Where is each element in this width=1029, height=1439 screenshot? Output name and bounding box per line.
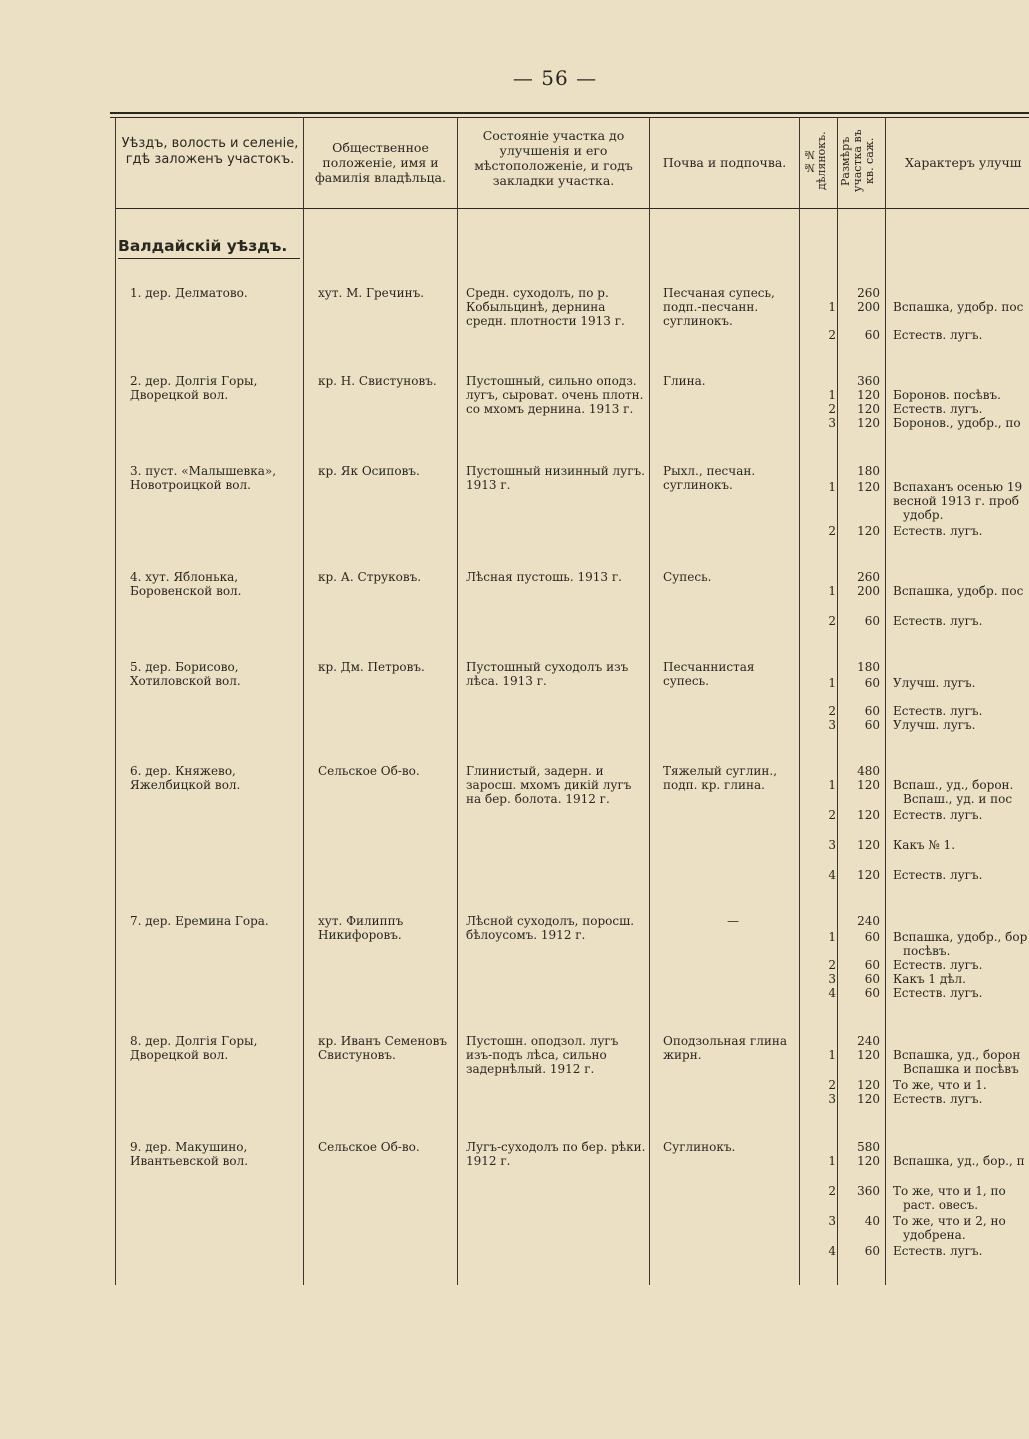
plot-no: 3	[828, 972, 836, 986]
plot-desc: Вспашка, удобр. пос	[893, 300, 1024, 314]
page-number: — 56 —	[512, 66, 598, 90]
plot-desc: Естеств. лугъ.	[893, 1244, 983, 1258]
plot-no: 3	[828, 718, 836, 732]
plot-size: 200	[857, 584, 880, 598]
plot-no: 1	[828, 300, 836, 314]
plot-size: 120	[857, 778, 880, 792]
section-underline	[118, 258, 300, 259]
entry-soil: Рыхл., песчан. суглинокъ.	[663, 464, 756, 492]
plot-no: 2	[828, 614, 836, 628]
entry-owner: кр. Н. Свистуновъ.	[318, 374, 437, 388]
plot-no: 1	[828, 388, 836, 402]
entry-owner: кр. Як Осиповъ.	[318, 464, 420, 478]
plot-size: 60	[864, 614, 880, 628]
plot-desc: Вспашка, удобр., бор	[893, 930, 1028, 944]
entry-place: 7. дер. Еремина Гора.	[130, 914, 269, 928]
plot-size: 60	[864, 1244, 880, 1258]
entry-place: 1. дер. Делматово.	[130, 286, 248, 300]
header-size: Размѣръ участка въ кв. саж.	[839, 129, 876, 193]
plot-no: 2	[828, 1184, 836, 1198]
plot-no: 1	[828, 676, 836, 690]
entry-total: 240	[857, 1034, 880, 1048]
entry-state: Средн. суходолъ, по р. Кобыльцинѣ, дернина средн. плотности 1913 г.	[466, 286, 625, 328]
header-owner: Общественное положеніе, имя и фамилія владѣльца.	[315, 140, 446, 185]
entry-owner: кр. Дм. Петровъ.	[318, 660, 425, 674]
column-line-left	[115, 117, 116, 1285]
entry-soil: Супесь.	[663, 570, 712, 584]
plot-no: 2	[828, 704, 836, 718]
plot-no: 4	[828, 868, 836, 882]
plot-size: 120	[857, 808, 880, 822]
plot-no: 3	[828, 1214, 836, 1228]
column-line-1	[303, 117, 304, 1285]
entry-total: 260	[857, 570, 880, 584]
plot-no: 2	[828, 808, 836, 822]
top-rule-thick	[110, 112, 1029, 114]
plot-size: 60	[864, 328, 880, 342]
entry-owner: кр. А. Струковъ.	[318, 570, 422, 584]
plot-no: 1	[828, 1154, 836, 1168]
plot-size: 40	[864, 1214, 880, 1228]
plot-size: 120	[857, 416, 880, 430]
entry-state: Пустошный, сильно оподз. лугъ, сыроват. очень плотн. со мхомъ дернина. 1913 г.	[466, 374, 644, 416]
plot-desc-cont: удобр.	[903, 508, 944, 522]
plot-size: 120	[857, 868, 880, 882]
plot-desc: То же, что и 1.	[893, 1078, 987, 1092]
plot-no: 3	[828, 416, 836, 430]
entry-owner: хут. М. Гречинъ.	[318, 286, 425, 300]
plot-desc-cont: Вспаш., уд. и пос	[903, 792, 1013, 806]
entry-soil: Глина.	[663, 374, 706, 388]
plot-size: 120	[857, 1048, 880, 1062]
plot-size: 60	[864, 986, 880, 1000]
plot-size: 60	[864, 718, 880, 732]
plot-size: 60	[864, 676, 880, 690]
plot-no: 1	[828, 1048, 836, 1062]
entry-total: 360	[857, 374, 880, 388]
header-soil: Почва и подпочва.	[662, 155, 787, 170]
plot-size: 200	[857, 300, 880, 314]
plot-desc: Какъ 1 дѣл.	[893, 972, 966, 986]
plot-desc: Естеств. лугъ.	[893, 958, 983, 972]
entry-soil: Тяжелый суглин., подп. кр. глина.	[663, 764, 778, 792]
plot-desc: Естеств. лугъ.	[893, 704, 983, 718]
plot-size: 120	[857, 480, 880, 494]
entry-place: 6. дер. Княжево, Яжелбицкой вол.	[130, 764, 241, 792]
entry-place: 5. дер. Борисово, Хотиловской вол.	[130, 660, 241, 688]
plot-desc-cont: раст. овесъ.	[903, 1198, 979, 1212]
plot-size: 120	[857, 1078, 880, 1092]
entry-state: Пустошный низинный лугъ. 1913 г.	[466, 464, 645, 492]
plot-desc: Естеств. лугъ.	[893, 986, 983, 1000]
plot-size: 120	[857, 402, 880, 416]
entry-owner: Сельское Об-во.	[318, 1140, 420, 1154]
plot-no: 4	[828, 1244, 836, 1258]
entry-total: 240	[857, 914, 880, 928]
plot-size: 60	[864, 930, 880, 944]
entry-place: 9. дер. Макушино, Ивантьевской вол.	[130, 1140, 249, 1168]
plot-desc: Боронов., удобр., по	[893, 416, 1021, 430]
entry-state: Глинистый, задерн. и заросш. мхомъ дикій лугъ на бер. болота. 1912 г.	[466, 764, 632, 806]
plot-size: 60	[864, 704, 880, 718]
plot-no: 2	[828, 524, 836, 538]
entry-soil: —	[727, 914, 739, 928]
entry-place: 4. хут. Яблонька, Боровенской вол.	[130, 570, 242, 598]
entry-total: 260	[857, 286, 880, 300]
column-line-3	[649, 117, 650, 1285]
plot-size: 120	[857, 388, 880, 402]
plot-no: 2	[828, 402, 836, 416]
plot-size: 120	[857, 838, 880, 852]
plot-size: 60	[864, 972, 880, 986]
header-state: Состояніе участка до улучшенія и его мѣстоположеніе, и годъ закладки участка.	[474, 128, 633, 188]
top-rule-thin	[110, 117, 1029, 118]
entry-state: Пустошн. оподзол. лугъ изъ-подъ лѣса, сильно задернѣлый. 1912 г.	[466, 1034, 619, 1076]
plot-desc: Боронов. посѣвъ.	[893, 388, 1001, 402]
entry-owner: хут. Филиппъ Никифоровъ.	[318, 914, 404, 942]
entry-soil: Оподзольная глина жирн.	[663, 1034, 787, 1062]
plot-desc: Естеств. лугъ.	[893, 328, 983, 342]
plot-desc: Естеств. лугъ.	[893, 1092, 983, 1106]
plot-desc-cont: весной 1913 г. проб	[893, 494, 1020, 508]
entry-place: 8. дер. Долгія Горы, Дворецкой вол.	[130, 1034, 258, 1062]
plot-desc: Естеств. лугъ.	[893, 402, 983, 416]
header-place: Уѣздъ, волость и селеніе, гдѣ заложенъ участокъ.	[121, 136, 299, 167]
entry-total: 580	[857, 1140, 880, 1154]
entry-state: Пустошный суходолъ изъ лѣса. 1913 г.	[466, 660, 629, 688]
plot-size: 120	[857, 1154, 880, 1168]
entry-total: 180	[857, 464, 880, 478]
plot-desc: Вспашка, уд., бор., п	[893, 1154, 1025, 1168]
plot-desc-cont: удобрена.	[903, 1228, 966, 1242]
entry-state: Лѣсной суходолъ, поросш. бѣлоусомъ. 1912 г.	[466, 914, 635, 942]
plot-desc: Улучш. лугъ.	[893, 718, 976, 732]
plot-no: 3	[828, 838, 836, 852]
entry-owner: кр. Иванъ Семеновъ Свистуновъ.	[318, 1034, 447, 1062]
plot-desc: Естеств. лугъ.	[893, 868, 983, 882]
plot-desc: Естеств. лугъ.	[893, 614, 983, 628]
plot-desc-cont: посѣвъ.	[903, 944, 951, 958]
plot-no: 2	[828, 958, 836, 972]
entry-place: 2. дер. Долгія Горы, Дворецкой вол.	[130, 374, 258, 402]
plot-desc: Естеств. лугъ.	[893, 808, 983, 822]
plot-size: 120	[857, 1092, 880, 1106]
entry-state: Лѣсная пустошь. 1913 г.	[466, 570, 622, 584]
plot-desc: Естеств. лугъ.	[893, 524, 983, 538]
plot-desc: То же, что и 1, по	[893, 1184, 1006, 1198]
header-bottom-rule	[116, 208, 1029, 209]
plot-size: 120	[857, 524, 880, 538]
header-plot-no: №№ дѣлянокъ.	[803, 131, 828, 191]
plot-no: 2	[828, 1078, 836, 1092]
plot-desc: Какъ № 1.	[893, 838, 956, 852]
plot-desc: Вспаш., уд., борон.	[893, 778, 1014, 792]
plot-no: 2	[828, 328, 836, 342]
plot-no: 3	[828, 1092, 836, 1106]
plot-no: 1	[828, 930, 836, 944]
plot-desc: Вспашка, уд., борон	[893, 1048, 1021, 1062]
entry-total: 180	[857, 660, 880, 674]
plot-no: 1	[828, 778, 836, 792]
entry-place: 3. пуст. «Малышевка», Новотроицкой вол.	[130, 464, 277, 492]
plot-desc: Вспашка, удобр. пос	[893, 584, 1024, 598]
section-title: Валдайскій уѣздъ.	[118, 237, 288, 255]
entry-owner: Сельское Об-во.	[318, 764, 420, 778]
plot-size: 360	[857, 1184, 880, 1198]
column-line-5	[837, 117, 838, 1285]
header-character: Характеръ улучш	[905, 155, 1022, 170]
plot-desc-cont: Вспашка и посѣвъ	[903, 1062, 1019, 1076]
plot-desc: То же, что и 2, но	[893, 1214, 1006, 1228]
plot-no: 1	[828, 480, 836, 494]
plot-no: 1	[828, 584, 836, 598]
entry-soil: Песчаннистая супесь.	[663, 660, 755, 688]
column-line-6	[885, 117, 886, 1285]
entry-total: 480	[857, 764, 880, 778]
plot-no: 4	[828, 986, 836, 1000]
entry-state: Лугъ-суходолъ по бер. рѣки. 1912 г.	[466, 1140, 646, 1168]
entry-soil: Песчаная супесь, подп.-песчанн. суглинокъ.	[663, 286, 775, 328]
plot-desc: Вспаханъ осенью 19	[893, 480, 1023, 494]
plot-desc: Улучш. лугъ.	[893, 676, 976, 690]
entry-soil: Суглинокъ.	[663, 1140, 736, 1154]
plot-size: 60	[864, 958, 880, 972]
